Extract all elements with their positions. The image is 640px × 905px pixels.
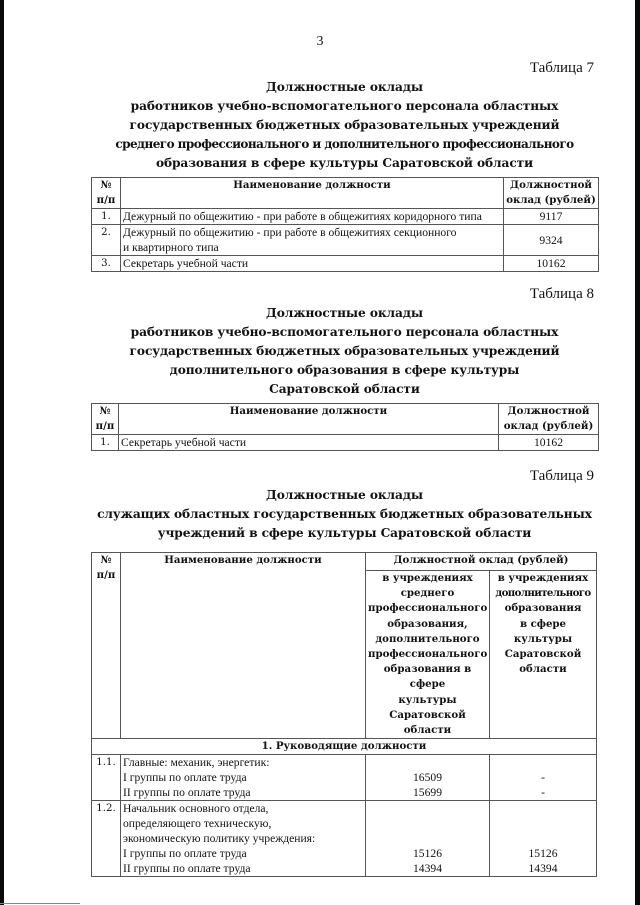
table7-title-line: государственных бюджетных образовательных учреждений <box>129 118 560 132</box>
section-heading: 1. Руководящие должности <box>92 739 597 755</box>
header-line: дополнительного <box>375 632 480 645</box>
header-line: образования в сфере <box>383 663 472 691</box>
header-line: Саратовской <box>504 648 582 661</box>
table8-title-line: Должностные оклады <box>266 306 423 320</box>
header-line: в учреждениях <box>497 572 589 584</box>
row-salary-col-a <box>366 755 490 801</box>
row-num: 1. <box>92 435 119 451</box>
header-salary-line: Должностной <box>510 179 592 191</box>
salary-line: 15699 <box>413 786 442 800</box>
row-name: Дежурный по общежитию - при работе в общежитиях коридорного типа <box>121 209 504 225</box>
row-name-line: и квартирного типа <box>123 241 219 254</box>
table8-title-line: Саратовской области <box>269 382 420 396</box>
table7-title-line: Должностные оклады <box>266 80 423 94</box>
table9-header-col-a <box>366 571 490 739</box>
table-row <box>92 209 599 225</box>
table9-label: Таблица 9 <box>529 468 594 484</box>
table8-header-name: Наименование должности <box>119 404 499 435</box>
row-name-line: Дежурный по общежитию - при работе в общежитиях секционного <box>123 226 457 239</box>
header-salary-line: оклад (рублей) <box>503 420 594 432</box>
header-line: Саратовской области <box>389 708 466 737</box>
salary-line: 15126 <box>528 847 558 861</box>
table7-header-num <box>92 178 121 209</box>
scan-border-left <box>0 0 4 905</box>
table7-header-salary <box>504 178 599 209</box>
row-num: 2. <box>92 225 121 256</box>
table-row <box>92 435 599 451</box>
row-salary-col-b <box>490 801 597 877</box>
row-salary: 10162 <box>499 435 599 451</box>
salary-line <box>492 816 594 831</box>
row-name <box>121 801 366 877</box>
salary-line: - <box>541 771 545 785</box>
table8-header-salary <box>499 404 599 435</box>
salary-line: 15126 <box>413 847 442 861</box>
table9-header-col-b <box>490 571 597 739</box>
table7-title-line: работников учебно-вспомогательного персонала областных <box>130 99 559 113</box>
row-num: 3. <box>92 256 121 272</box>
table-row <box>92 755 597 801</box>
table9-section-row <box>92 739 597 755</box>
table8 <box>91 403 599 451</box>
table7 <box>91 177 599 272</box>
table7-title <box>91 78 598 173</box>
row-name-line: экономическую политику учреждения: <box>123 832 316 846</box>
scan-bottom-mark <box>0 903 80 904</box>
header-line: профессионального <box>368 602 488 615</box>
page-number: 3 <box>316 34 324 49</box>
header-salary-line: Должностной <box>507 405 590 417</box>
header-salary-line: оклад (рублей) <box>506 194 596 206</box>
table8-title-line: работников учебно-вспомогательного персонала областных <box>130 325 559 339</box>
row-name: Секретарь учебной части <box>119 435 499 451</box>
table8-label: Таблица 8 <box>529 286 594 302</box>
table7-header-row <box>92 178 599 209</box>
salary-line: 14394 <box>413 862 442 876</box>
table9-header-num <box>92 553 121 739</box>
header-line: образования <box>504 602 582 615</box>
table7-title-line: среднего профессионального и дополнительного профессионального <box>115 137 574 151</box>
header-line: профессионального <box>368 648 488 661</box>
scan-border-right <box>635 0 640 905</box>
table8-header-num <box>92 404 119 435</box>
header-line: среднего <box>400 587 455 600</box>
table-row <box>92 256 599 272</box>
header-line: культуры <box>398 693 457 706</box>
row-name <box>121 225 504 256</box>
row-salary-col-b <box>490 755 597 801</box>
row-name-line: Главные: механик, энергетик: <box>123 756 270 770</box>
header-line: в учреждениях <box>382 572 473 584</box>
salary-line <box>368 755 487 770</box>
header-num-line: п/п <box>96 569 116 581</box>
header-line: дополнительного <box>495 587 591 600</box>
table9-header-row <box>92 553 597 571</box>
salary-line <box>368 801 487 816</box>
table-row <box>92 225 599 256</box>
row-num: 1.1. <box>92 755 121 801</box>
row-name-line: Начальник основного отдела, <box>123 802 269 816</box>
table8-title-line: государственных бюджетных образовательных учреждений <box>129 344 560 358</box>
salary-line <box>492 831 594 846</box>
table7-title-line: образования в сфере культуры Саратовской области <box>155 156 534 170</box>
salary-line: 16509 <box>413 771 442 785</box>
row-name <box>121 755 366 801</box>
salary-line <box>368 816 487 831</box>
table9-title <box>91 486 598 543</box>
table7-header-name: Наименование должности <box>121 178 504 209</box>
table8-title <box>91 304 598 399</box>
header-line: в сфере <box>519 617 567 630</box>
row-name-line: I группы по оплате труда <box>123 771 247 785</box>
row-name: Секретарь учебной части <box>121 256 504 272</box>
salary-line: - <box>541 786 545 800</box>
table9-title-line: учреждений в сфере культуры Саратовской области <box>157 526 532 540</box>
row-name-line: I группы по оплате труда <box>123 847 247 861</box>
header-line: образования, <box>387 617 468 630</box>
row-name-line: II группы по оплате труда <box>123 786 251 800</box>
row-name-line: II группы по оплате труда <box>123 862 251 876</box>
salary-line <box>492 801 594 816</box>
row-salary: 9117 <box>504 209 599 225</box>
salary-line <box>492 755 594 770</box>
table8-title-line: дополнительного образования в сфере культуры <box>169 363 520 377</box>
header-line: области <box>519 663 567 676</box>
header-num-line: № <box>100 179 112 191</box>
header-line: культуры <box>513 632 573 645</box>
table9-header-salary-group: Должностной оклад (рублей) <box>366 553 597 571</box>
header-num-line: п/п <box>96 194 116 206</box>
table-row <box>92 801 597 877</box>
table9-header-name: Наименование должности <box>121 553 366 739</box>
table9-title-line: Должностные оклады <box>266 488 423 502</box>
table9-title-line: служащих областных государственных бюджетных образовательных <box>97 507 592 521</box>
table8-header-row <box>92 404 599 435</box>
salary-line: 14394 <box>528 862 558 876</box>
row-num: 1.2. <box>92 801 121 877</box>
table7-label: Таблица 7 <box>529 60 594 76</box>
row-name-line: определяющего техническую, <box>123 817 272 831</box>
row-salary: 9324 <box>504 225 599 256</box>
row-salary-col-a <box>366 801 490 877</box>
row-salary: 10162 <box>504 256 599 272</box>
salary-line <box>368 831 487 846</box>
table9 <box>91 552 597 877</box>
header-num-line: № <box>99 405 111 417</box>
header-num-line: п/п <box>95 420 115 432</box>
header-num-line: № <box>100 554 112 566</box>
row-num: 1. <box>92 209 121 225</box>
